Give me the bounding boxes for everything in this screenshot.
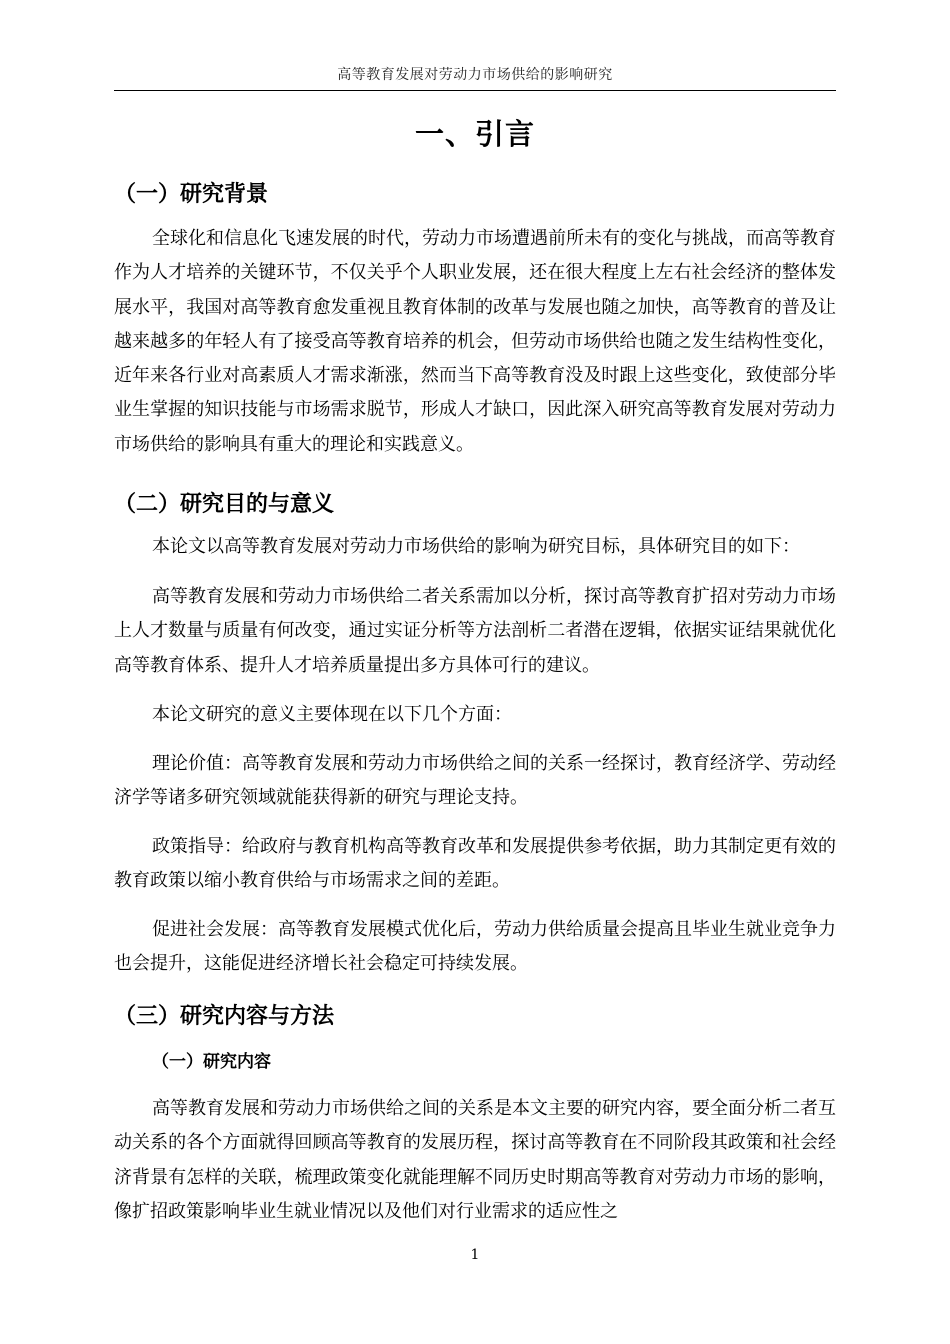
paragraph-background: 全球化和信息化飞速发展的时代，劳动力市场遭遇前所未有的变化与挑战，而高等教育作为人才培养的关键环节，不仅关乎个人职业发展，还在很大程度上左右社会经济的整体发展水平，我国对高等教育愈发重视且教育体制的改革与发展也随之加快，高等教育的普及让越来越多的年轻人有了接受高等教育培养的机会，但劳动市场供给也随之发生结构性变化，近年来各行业对高素质人才需求渐涨，然而当下高等教育没及时跟上这些变化，致使部分毕业生掌握的知识技能与市场需求脱节，形成人才缺口，因此深入研究高等教育发展对劳动力市场供给的影响具有重大的理论和实践意义。 [114,228,836,455]
paragraph-purpose-goals: 高等教育发展和劳动力市场供给二者关系需加以分析，探讨高等教育扩招对劳动力市场上人才数量与质量有何改变，通过实证分析等方法剖析二者潜在逻辑，依据实证结果就优化高等教育体系、提升人才培养质量提出多方具体可行的建议。 [114,586,836,676]
paragraph-purpose-intro: 本论文以高等教育发展对劳动力市场供给的影响为研究目标，具体研究目的如下： [152,536,800,557]
subsection-heading-content: （一）研究内容 [152,1052,271,1072]
paragraph-research-content: 高等教育发展和劳动力市场供给之间的关系是本文主要的研究内容，要全面分析二者互动关系的各个方面就得回顾高等教育的发展历程，探讨高等教育在不同阶段其政策和社会经济背景有怎样的关联，梳理政策变化就能理解不同历史时期高等教育对劳动力市场的影响，像扩招政策影响毕业生就业情况以及他们对行业需求的适应性之 [114,1098,836,1222]
section-heading-purpose: （二）研究目的与意义 [114,492,335,517]
page-number: 1 [470,1247,480,1263]
paragraph-theoretical-value: 理论价值：高等教育发展和劳动力市场供给之间的关系一经探讨，教育经济学、劳动经济学等诸多研究领域就能获得新的研究与理论支持。 [114,753,836,809]
section-heading-content-method: （三）研究内容与方法 [114,1004,335,1029]
paragraph-social-development: 促进社会发展：高等教育发展模式优化后，劳动力供给质量会提高且毕业生就业竞争力也会提升，这能促进经济增长社会稳定可持续发展。 [114,919,836,975]
running-header: 高等教育发展对劳动力市场供给的影响研究 [337,67,613,83]
paragraph-policy-guidance: 政策指导：给政府与教育机构高等教育改革和发展提供参考依据，助力其制定更有效的教育政策以缩小教育供给与市场需求之间的差距。 [114,836,836,892]
section-heading-background: （一）研究背景 [114,182,269,207]
paragraph-significance-intro: 本论文研究的意义主要体现在以下几个方面： [152,704,512,725]
header-divider [114,90,836,91]
chapter-title: 一、引言 [414,117,535,151]
